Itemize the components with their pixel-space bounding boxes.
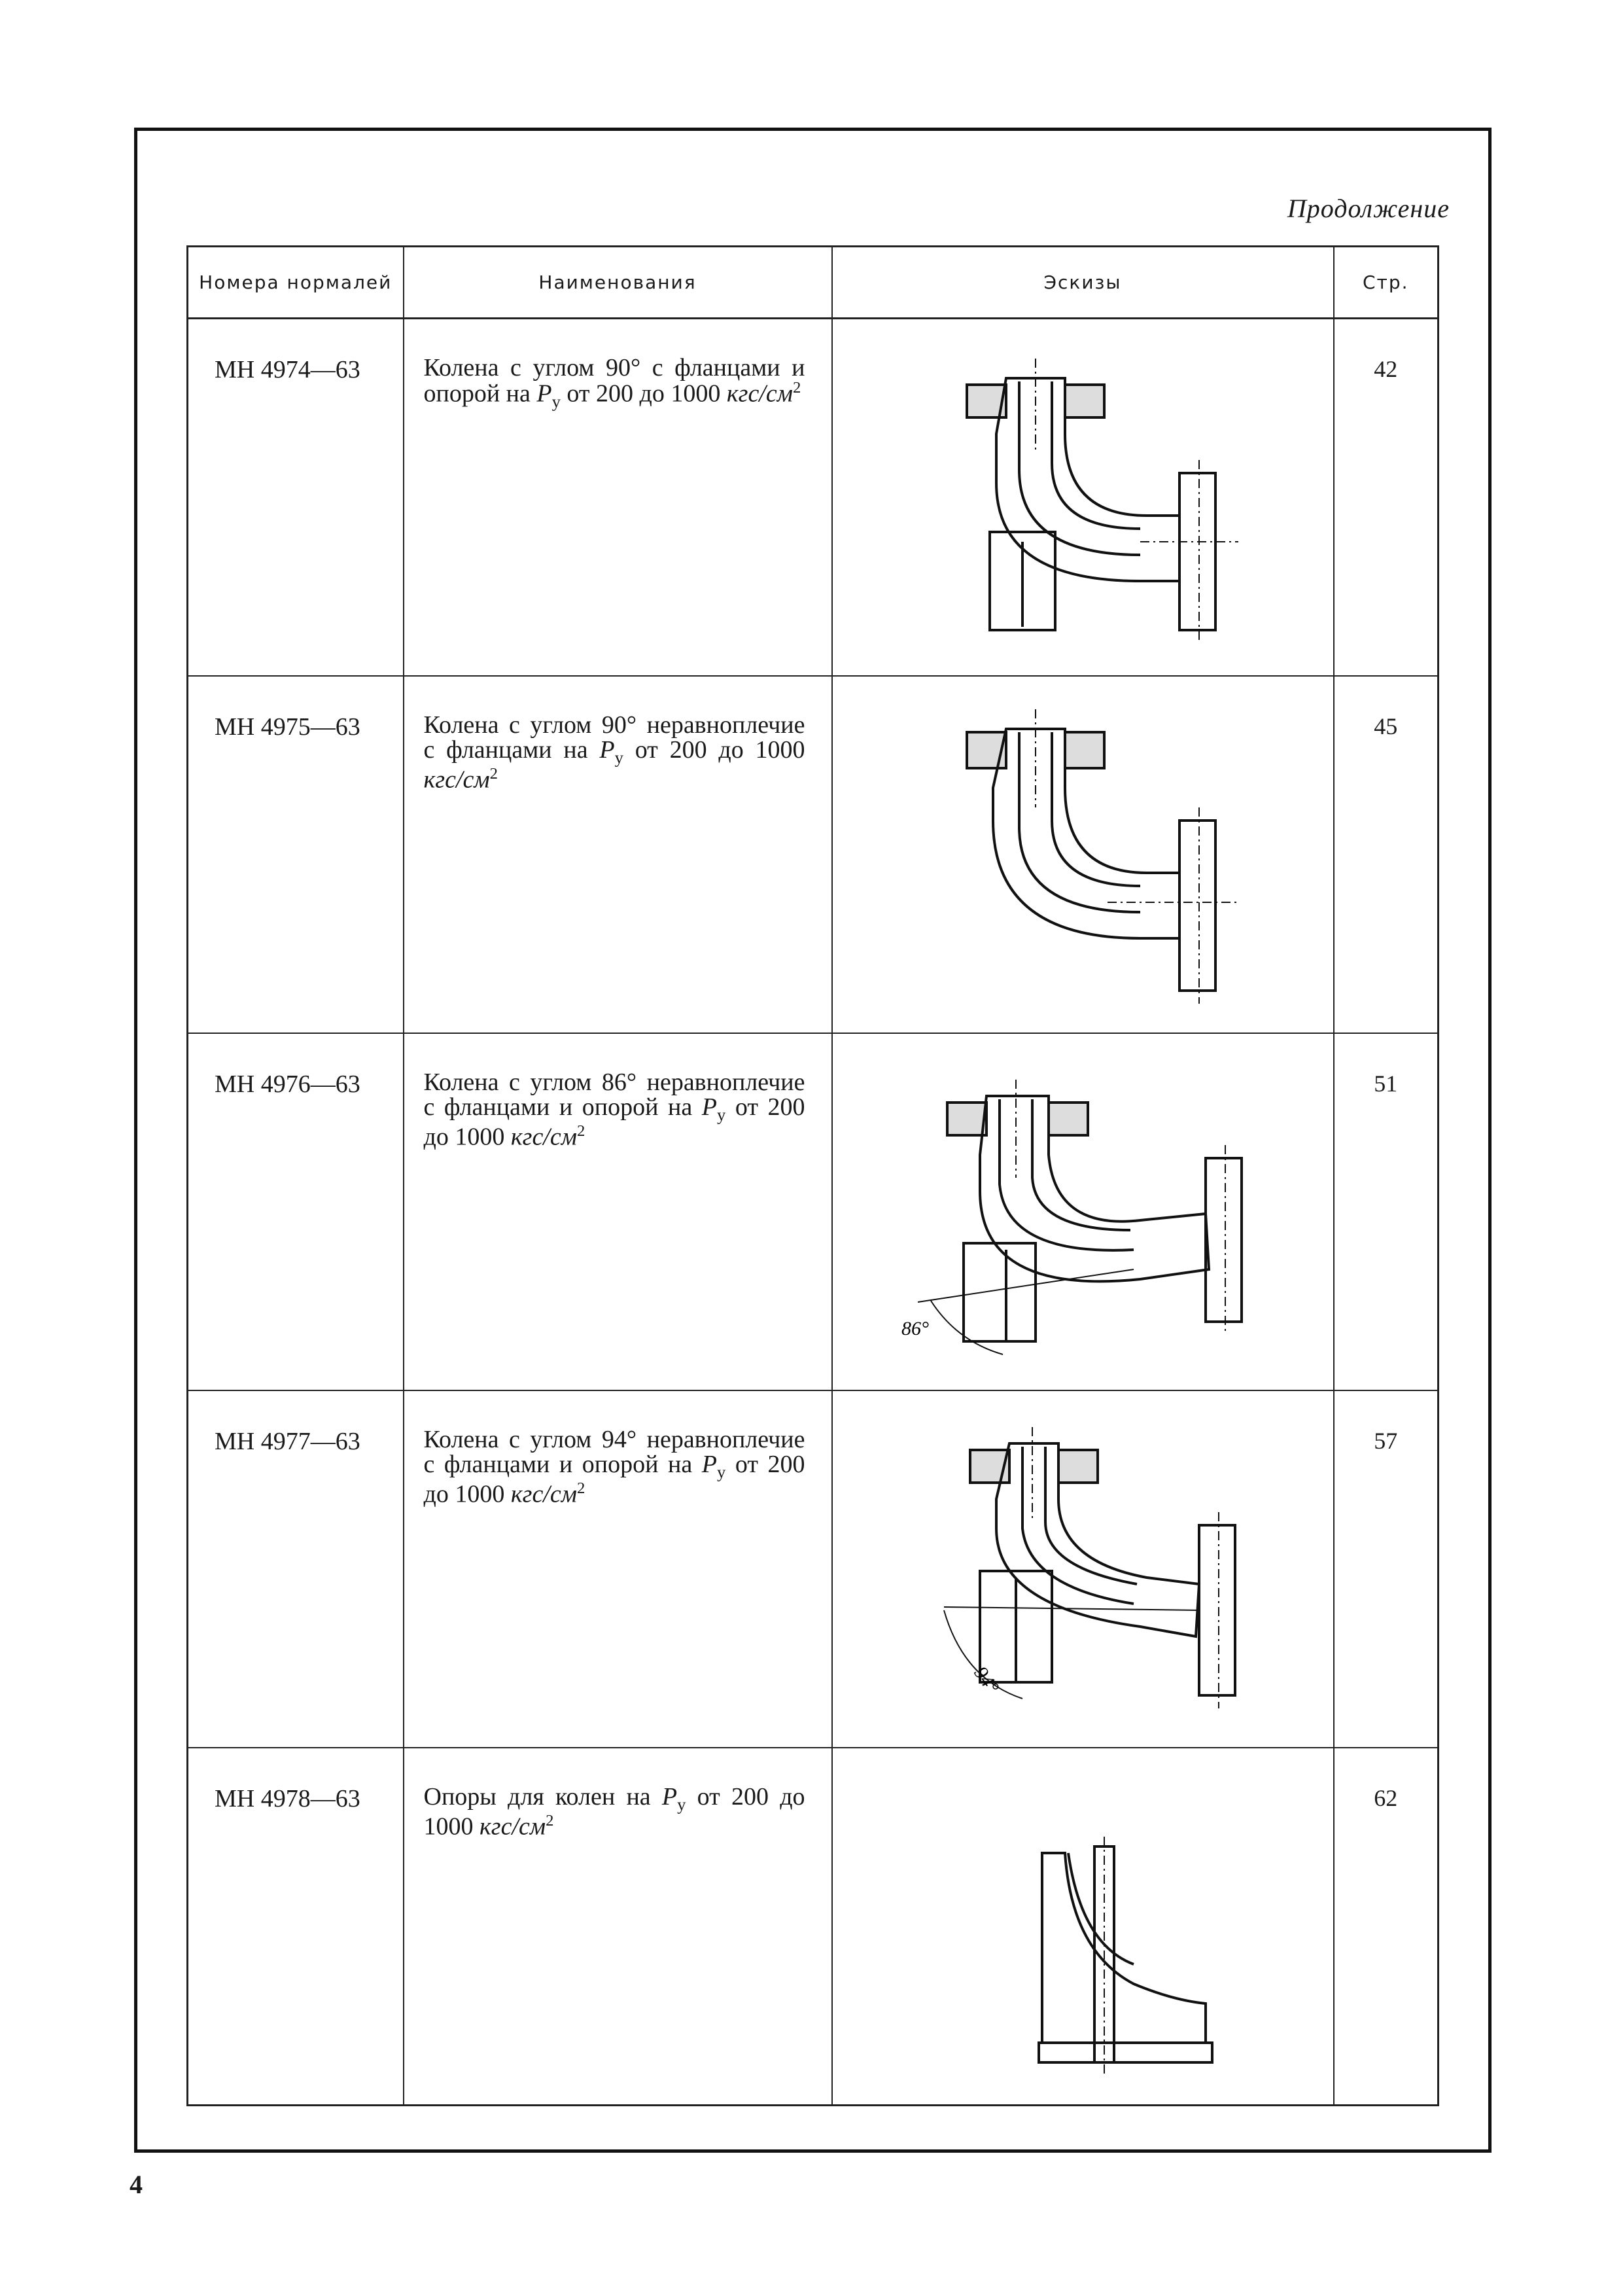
elbow-sketch-94-support xyxy=(833,1391,1330,1747)
pressure-unit-exponent: 2 xyxy=(577,1479,585,1498)
table-row xyxy=(188,1033,1439,1390)
table-row xyxy=(188,676,1439,1033)
pressure-range: от 200 до 1000 xyxy=(423,1783,805,1841)
col-header-sketch: Эскизы xyxy=(832,247,1334,319)
item-name-text: Колена с углом 90° с фланцами и опорой на xyxy=(423,354,805,408)
item-name-text: Опоры для колен на xyxy=(423,1783,651,1810)
page-ref: 45 xyxy=(1334,676,1439,1033)
elbow-sketch-86-support xyxy=(833,1034,1330,1390)
item-name xyxy=(404,676,832,1033)
pressure-symbol: P xyxy=(701,1093,717,1121)
standard-code: МН 4977—63 xyxy=(188,1390,404,1748)
sketch-cell xyxy=(832,319,1334,677)
page-ref: 42 xyxy=(1334,319,1439,677)
item-name-text: Колена с углом 90° неравноплечие с фланцами на xyxy=(423,711,805,764)
pressure-unit: кгс/см xyxy=(726,380,793,408)
standard-code: МН 4975—63 xyxy=(188,676,404,1033)
pressure-unit: кгс/см xyxy=(510,1480,577,1508)
pressure-symbol: P xyxy=(599,736,615,764)
page-ref: 62 xyxy=(1334,1748,1439,2106)
sketch-cell xyxy=(832,1033,1334,1390)
sketch-cell xyxy=(832,1748,1334,2106)
standard-code: МН 4978—63 xyxy=(188,1748,404,2106)
angle-label: 94° xyxy=(969,1663,1003,1698)
pressure-range: от 200 до 1000 xyxy=(635,736,805,764)
pressure-unit: кгс/см xyxy=(423,766,490,794)
table-row xyxy=(188,1748,1439,2106)
standards-table xyxy=(186,245,1439,2106)
continuation-label: Продолжение xyxy=(1287,194,1450,223)
pressure-range: от 200 до 1000 xyxy=(423,1451,805,1508)
pressure-unit-exponent: 2 xyxy=(577,1122,585,1140)
page-number: 4 xyxy=(130,2170,143,2199)
elbow-sketch-90-unequal xyxy=(833,677,1330,1033)
item-name-text: Колена с углом 86° неравноплечие с фланцами и опорой на xyxy=(423,1069,805,1121)
pressure-symbol: P xyxy=(701,1451,717,1478)
item-name xyxy=(404,1033,832,1390)
pressure-range: от 200 до 1000 xyxy=(567,380,721,408)
item-name xyxy=(404,319,832,677)
sketch-cell xyxy=(832,676,1334,1033)
pressure-unit-exponent: 2 xyxy=(793,379,801,397)
pressure-unit: кгс/см xyxy=(510,1123,577,1151)
pressure-subscript: у xyxy=(717,1104,726,1125)
pressure-unit-exponent: 2 xyxy=(546,1812,554,1830)
support-sketch xyxy=(833,1748,1330,2104)
table-row xyxy=(188,1390,1439,1748)
item-name xyxy=(404,1748,832,2106)
pressure-subscript: у xyxy=(717,1462,726,1482)
col-header-page: Стр. xyxy=(1334,247,1439,319)
pressure-subscript: у xyxy=(677,1794,686,1814)
col-header-name: Наименования xyxy=(404,247,832,319)
item-name xyxy=(404,1390,832,1748)
pressure-unit: кгс/см xyxy=(480,1812,546,1841)
pressure-symbol: P xyxy=(661,1783,678,1810)
pressure-unit-exponent: 2 xyxy=(489,765,498,783)
item-name-text: Колена с углом 94° неравноплечие с фланцами и опорой на xyxy=(423,1426,805,1478)
pressure-range: от 200 до 1000 xyxy=(423,1093,805,1151)
page-ref: 51 xyxy=(1334,1033,1439,1390)
standard-code: МН 4976—63 xyxy=(188,1033,404,1390)
angle-label: 86° xyxy=(901,1318,929,1339)
page-ref: 57 xyxy=(1334,1390,1439,1748)
standard-code: МН 4974—63 xyxy=(188,319,404,677)
pressure-symbol: P xyxy=(536,380,552,408)
table-row xyxy=(188,319,1439,677)
pressure-subscript: у xyxy=(614,747,623,768)
pressure-subscript: у xyxy=(551,391,561,412)
col-header-code: Номера нормалей xyxy=(188,247,404,319)
sketch-cell xyxy=(832,1390,1334,1748)
elbow-sketch-90-support xyxy=(833,319,1330,675)
header-row xyxy=(188,247,1439,319)
